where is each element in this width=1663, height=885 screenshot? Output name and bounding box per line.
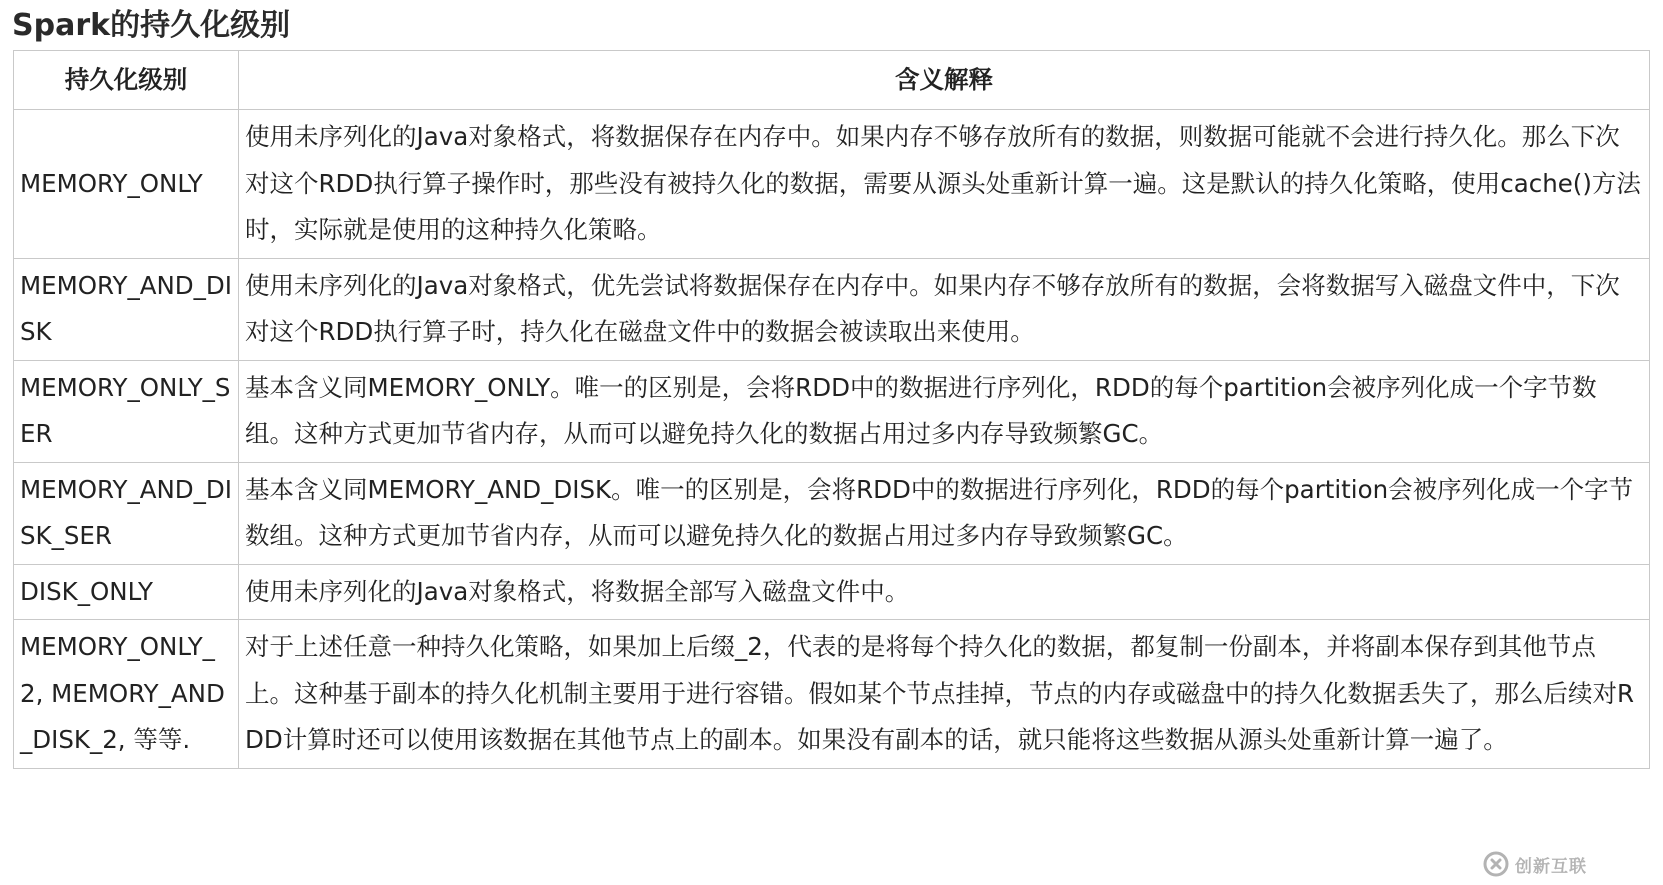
level-cell: MEMORY_AND_DISK_SER	[14, 462, 239, 564]
persistence-levels-table	[13, 50, 1650, 769]
level-cell: MEMORY_AND_DISK	[14, 258, 239, 360]
table-row	[14, 258, 1650, 360]
table-row	[14, 564, 1650, 620]
level-cell: MEMORY_ONLY	[14, 110, 239, 259]
description-cell: 基本含义同MEMORY_AND_DISK。唯一的区别是，会将RDD中的数据进行序列化，RDD的每个partition会被序列化成一个字节数组。这种方式更加节省内存，从而可以避免持久化的数据占用过多内存导致频繁GC。	[239, 462, 1650, 564]
description-cell: 使用未序列化的Java对象格式，优先尝试将数据保存在内存中。如果内存不够存放所有的数据，会将数据写入磁盘文件中，下次对这个RDD执行算子时，持久化在磁盘文件中的数据会被读取出来使用。	[239, 258, 1650, 360]
description-cell: 使用未序列化的Java对象格式，将数据保存在内存中。如果内存不够存放所有的数据，则数据可能就不会进行持久化。那么下次对这个RDD执行算子操作时，那些没有被持久化的数据，需要从源头处重新计算一遍。这是默认的持久化策略，使用cache()方法时，实际就是使用的这种持久化策略。	[239, 110, 1650, 259]
level-cell: MEMORY_ONLY_2, MEMORY_AND_DISK_2, 等等.	[14, 620, 239, 769]
description-cell: 对于上述任意一种持久化策略，如果加上后缀_2，代表的是将每个持久化的数据，都复制一份副本，并将副本保存到其他节点上。这种基于副本的持久化机制主要用于进行容错。假如某个节点挂掉，节点的内存或磁盘中的持久化数据丢失了，那么后续对RDD计算时还可以使用该数据在其他节点上的副本。如果没有副本的话，就只能将这些数据从源头处重新计算一遍了。	[239, 620, 1650, 769]
table-header-row	[14, 51, 1650, 110]
description-cell: 使用未序列化的Java对象格式，将数据全部写入磁盘文件中。	[239, 564, 1650, 620]
watermark-text: 创新互联	[1515, 856, 1587, 877]
table-row	[14, 110, 1650, 259]
description-cell: 基本含义同MEMORY_ONLY。唯一的区别是，会将RDD中的数据进行序列化，RDD的每个partition会被序列化成一个字节数组。这种方式更加节省内存，从而可以避免持久化的数据占用过多内存导致频繁GC。	[239, 360, 1650, 462]
level-cell: DISK_ONLY	[14, 564, 239, 620]
header-level: 持久化级别	[14, 51, 239, 110]
logo-icon	[1483, 851, 1509, 877]
level-cell: MEMORY_ONLY_SER	[14, 360, 239, 462]
table-row	[14, 620, 1650, 769]
header-meaning: 含义解释	[239, 51, 1650, 110]
watermark	[1483, 847, 1659, 881]
table-row	[14, 462, 1650, 564]
table-row	[14, 360, 1650, 462]
page-title: Spark的持久化级别	[12, 8, 291, 43]
